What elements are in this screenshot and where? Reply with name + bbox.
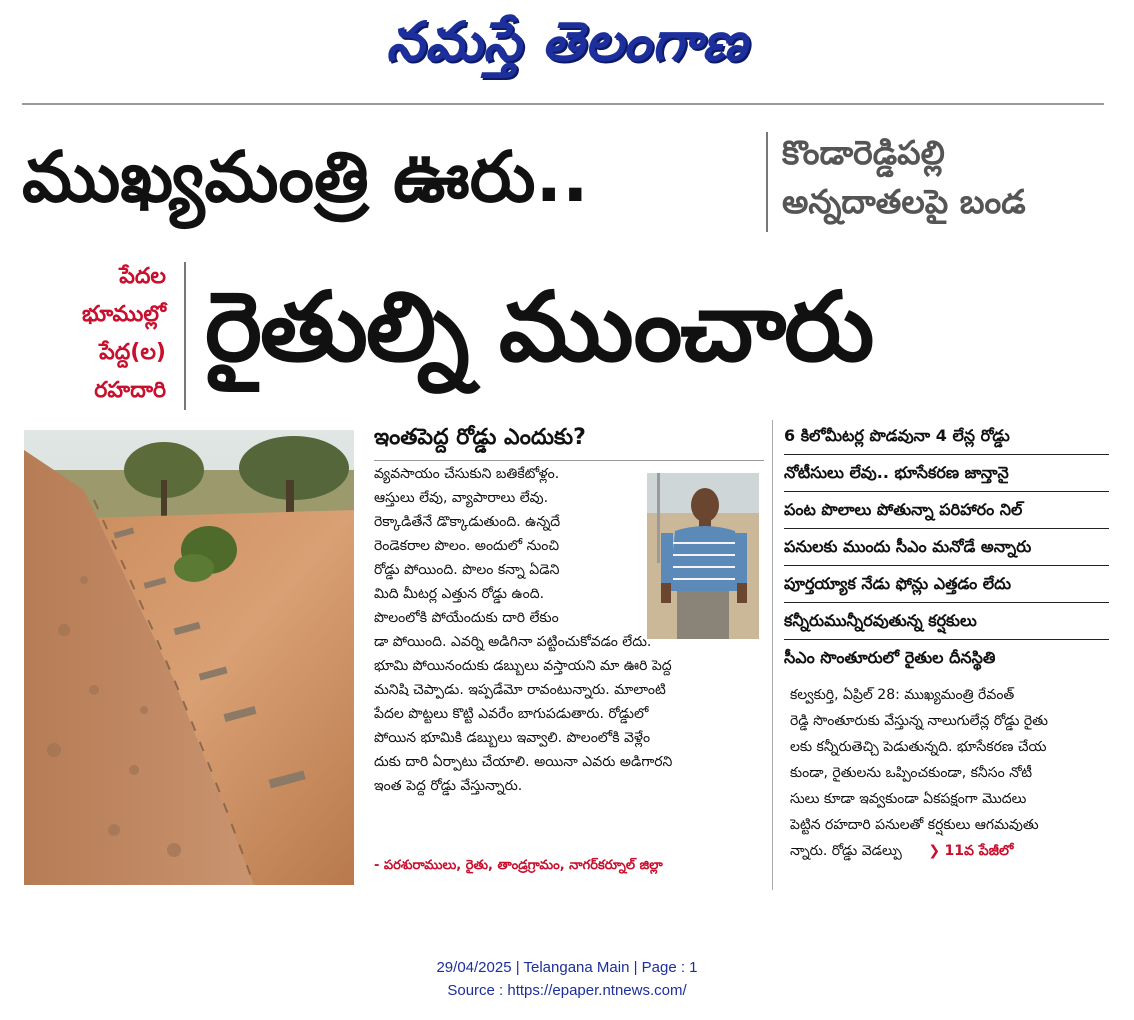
highlight-list — [784, 418, 1109, 676]
side-divider — [184, 262, 186, 410]
body-line: పెట్టిన రహదారి పనులతో కర్షకులు ఆగమవుతు — [790, 817, 1039, 833]
continued-on-page[interactable]: 11వ పేజీలో — [944, 843, 1014, 859]
strap-line: కొండారెడ్డిపల్లి — [782, 133, 945, 172]
farmer-portrait — [647, 473, 759, 639]
continued-arrow-icon: ❯ — [928, 843, 941, 859]
kicker-heading: ముఖ్యమంత్రి ఊరు.. — [22, 136, 589, 218]
quote-line: దుకు దారి ఏర్పాటు చేయాలి. అయినా ఎవరు అడిగారని — [374, 754, 673, 770]
quote-body-narrow — [374, 462, 636, 630]
body-line: కుండా, రైతులను ఒప్పించకుండా, కనీసం నోటీ — [790, 765, 1033, 781]
highlight-item: పనులకు ముందు సీఎం మనోడే అన్నారు — [784, 529, 1109, 566]
highlight-item: 6 కిలోమీటర్ల పొడవునా 4 లేన్ల రోడ్డు — [784, 418, 1109, 455]
body-line: రెడ్డి సొంతూరుకు వేస్తున్న నాలుగులేన్ల రోడ్డు రైతు — [790, 713, 1048, 729]
body-line: లకు కన్నీరుతెచ్చి పెడుతున్నది. భూసేకరణ చేయ — [790, 739, 1047, 755]
highlight-item: పంట పొలాలు పోతున్నా పరిహారం నిల్ — [784, 492, 1109, 529]
quote-line: పేదల పొట్టలు కొట్టి ఎవరేం బాగుపడుతారు. రోడ్డులో — [374, 706, 649, 722]
side-heading-line: పేద్ద(ల) — [99, 340, 166, 365]
quote-line: మిది మీటర్ల ఎత్తున రోడ్డు ఉంది. — [374, 586, 545, 602]
quote-line: మనిషి చెప్పాడు. ఇప్పడేమో రావంటున్నారు. మాలాంటి — [374, 682, 666, 698]
article-body — [790, 682, 1110, 864]
body-line: కల్వకుర్తి, ఏప్రిల్ 28: ముఖ్యమంత్రి రేవంత్ — [790, 687, 1015, 703]
page-footer — [0, 956, 1134, 1002]
body-line: న్నారు. రోడ్డు వెడల్పు — [790, 843, 902, 859]
side-heading-line: రహదారి — [94, 378, 166, 403]
quote-line: వ్యవసాయం చేసుకుని బతికేటోళ్లం. — [374, 466, 560, 482]
highlight-item: పూర్తయ్యాక నేడు ఫోన్లు ఎత్తడం లేదు — [784, 566, 1109, 603]
column-divider — [772, 420, 773, 890]
quote-body-wide — [374, 630, 760, 798]
quote-rule — [374, 460, 764, 461]
kicker-divider — [766, 132, 768, 232]
strap-line: అన్నదాతలపై బండ — [782, 182, 1026, 221]
quote-line: డా పోయింది. ఎవర్ని అడిగినా పట్టించుకోవడం లేదు. — [374, 634, 652, 650]
quote-line: పోయిన భూమికి డబ్బులు ఇవ్వాలి. పొలంలోకి వెళ్లేం — [374, 730, 651, 746]
masthead-logo: నమస్తే తెలంగాణ — [386, 9, 748, 73]
masthead-rule — [22, 103, 1104, 105]
road-embankment-photo — [24, 430, 354, 885]
highlight-item: నోటీసులు లేవు.. భూసేకరణ జాన్తానై — [784, 455, 1109, 492]
quote-line: ఆస్తులు లేవు, వ్యాపారాలు లేవు. — [374, 490, 549, 506]
quote-line: రెండెకరాల పొలం. అందులో నుంచి — [374, 538, 560, 554]
quote-line: భూమి పోయినందుకు డబ్బులు వస్తాయని మా ఊరి పెద్ద — [374, 658, 672, 674]
quote-line: రోడ్డు పోయింది. పొలం కన్నా ఏడెని — [374, 562, 560, 578]
quote-line: పొలంలోకి పోయేందుకు దారి లేకుం — [374, 610, 559, 626]
body-line-last — [790, 838, 1110, 864]
quote-attribution: - పరశురాములు, రైతు, తాండ్రగ్రామం, నాగర్‌కర్నూల్ జిల్లా — [374, 858, 663, 873]
body-line: సులు కూడా ఇవ్వకుండా ఏకపక్షంగా మొదలు — [790, 791, 1027, 807]
footer-source-line[interactable]: Source : https://epaper.ntnews.com/ — [447, 982, 687, 999]
highlight-item: కన్నీరుమున్నీరవుతున్న కర్షకులు — [784, 603, 1109, 640]
highlight-item: సీఎం సొంతూరులో రైతుల దీనస్థితి — [784, 648, 996, 667]
strap-box — [782, 128, 1102, 226]
side-heading-line: భూముల్లో — [81, 302, 166, 327]
side-heading — [30, 258, 166, 410]
footer-edition-line: 29/04/2025 | Telangana Main | Page : 1 — [436, 959, 698, 976]
side-heading-line: పేదల — [119, 264, 166, 289]
quote-line: ఇంత పెద్ద రోడ్డు వేస్తున్నారు. — [374, 778, 523, 794]
main-headline: రైతుల్ని ముంచారు — [205, 271, 873, 383]
quote-heading: ఇంతపెద్ద రోడ్డు ఎందుకు? — [374, 425, 586, 450]
quote-line: రెక్కాడితేనే డొక్కాడుతుంది. ఉన్నదే — [374, 514, 561, 530]
